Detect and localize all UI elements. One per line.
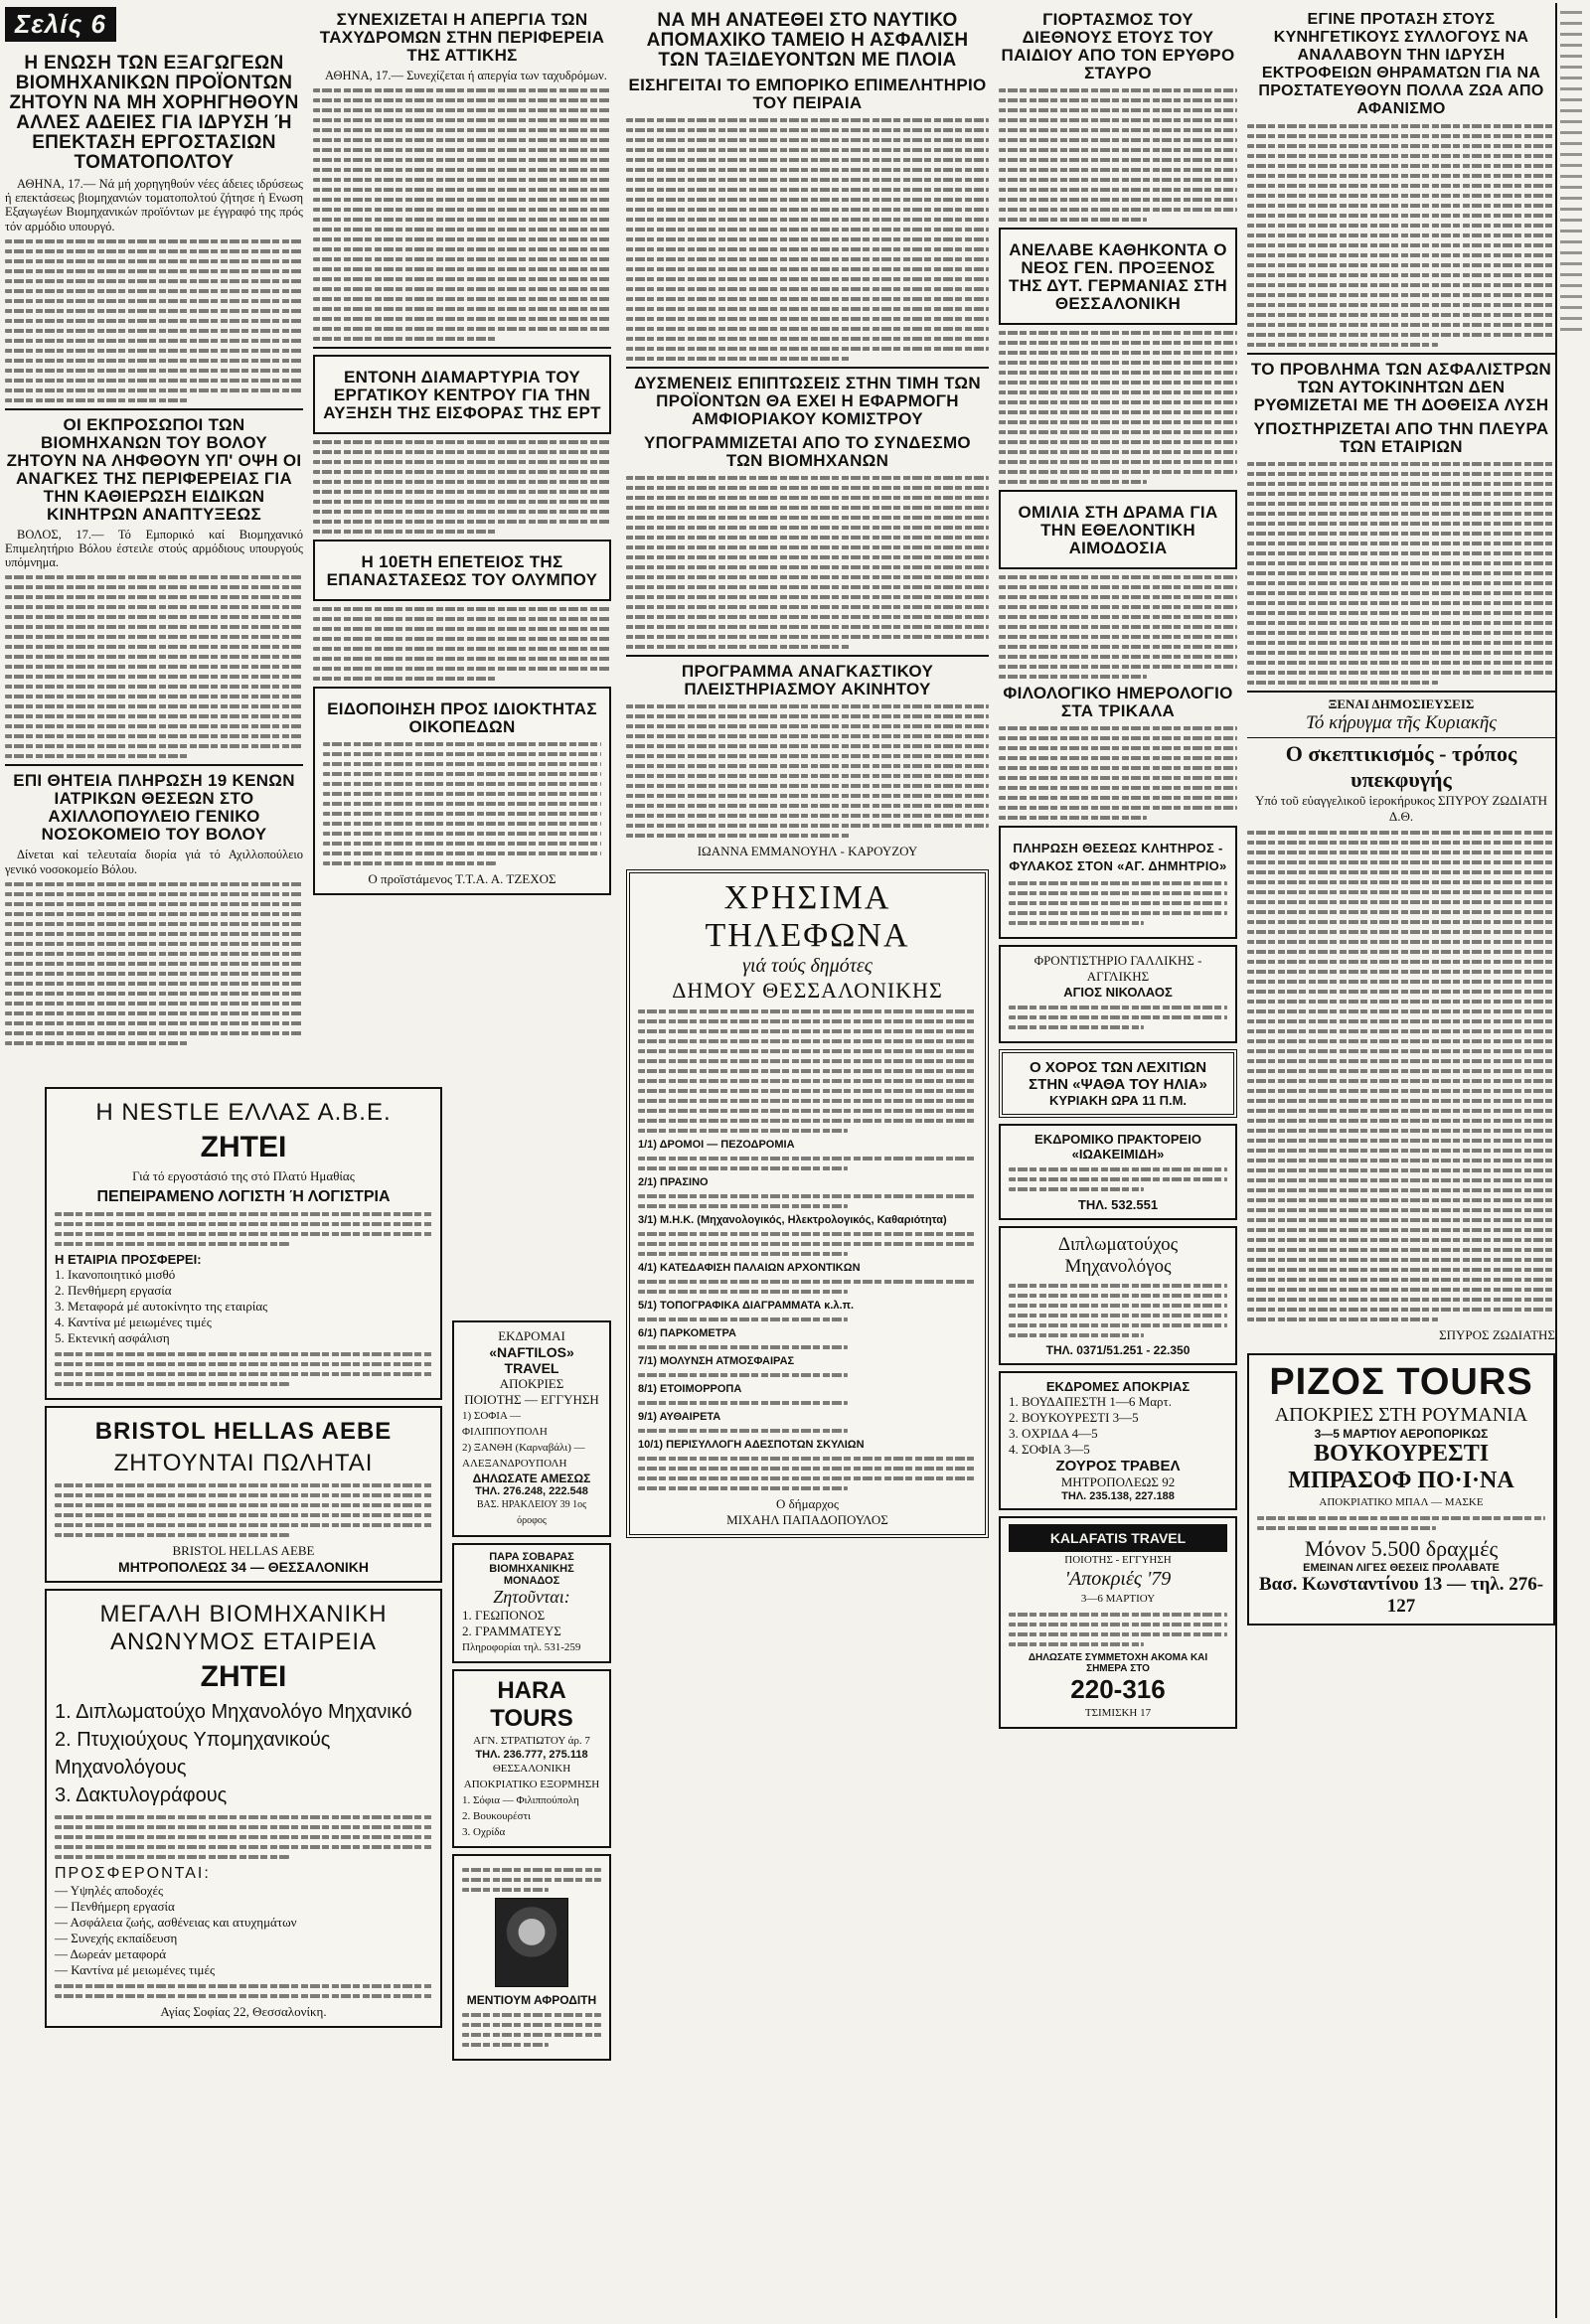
ad-tutor-body [1009, 1006, 1227, 1029]
ad-dance [999, 1049, 1237, 1118]
phones-item-2: 2/1) ΠΡΑΣΙΝΟ [638, 1176, 709, 1188]
phones-item-1: 1/1) ΔΡΟΜΟΙ — ΠΕΖΟΔΡΟΜΙΑ [638, 1139, 795, 1151]
adjacent-page-edge [1555, 3, 1585, 2318]
ad-trips-item-2: 2. ΒΟΥΚΟΥΡΕΣΤΙ 3—5 [1009, 1410, 1139, 1425]
ad-industrial-offer-1: — Υψηλές αποδοχές [55, 1883, 164, 1898]
ad-agency-phone: ΤΗΛ. 532.551 [1077, 1197, 1159, 1212]
divider [313, 347, 611, 349]
ad-trips-agency: ΖΟΥΡΟΣ ΤΡΑΒΕΛ [1055, 1458, 1181, 1474]
phones-org: ΔΗΜΟΥ ΘΕΣΣΑΛΟΝΙΚΗΣ [672, 978, 943, 1003]
phones-item-4: 4/1) ΚΑΤΕΔΑΦΙΣΗ ΠΑΛΑΙΩΝ ΑΡΧΟΝΤΙΚΩΝ [638, 1262, 861, 1274]
article-insurance-subhead: ΥΠΟΣΤΗΡΙΖΕΤΑΙ ΑΠΟ ΤΗΝ ΠΛΕΥΡΑ ΤΩΝ ΕΤΑΙΡΙΩΝ [1253, 419, 1549, 456]
article-volos-lead: ΒΟΛΟΣ, 17.— Τό Εμπορικό καί Βιομηχανικό Επιμελητήριο Βόλου έστειλε στούς αρμόδιους υπουργούς υπόμνημα. [5, 527, 303, 570]
ad-industrial [45, 1589, 442, 2028]
ad-naftilos-item-2: 2) ΞΑΝΘΗ (Καρναβάλι) — ΑΛΕΞΑΝΔΡΟΥΠΟΛΗ [462, 1442, 585, 1470]
article-blood-headline: ΟΜΙΛΙΑ ΣΤΗ ΔΡΑΜΑ ΓΙΑ ΤΗΝ ΕΘΕΛΟΝΤΙΚΗ ΑΙΜΟΔΟΣΙΑ [1018, 503, 1218, 557]
ad-tutor-name: ΑΓΙΟΣ ΝΙΚΟΛΑΟΣ [1063, 985, 1173, 1000]
ad-rizos-route: ΒΟΥΚΟΥΡΕΣΤΙ ΜΠΡΑΣΟΦ ΠΟ·Ι·ΝΑ [1288, 1441, 1514, 1493]
article-hospital-lead: Δίνεται καί τελευταία διορία γιά τό Αχιλλοπούλειο γενικό νοσοκομείο Βόλου. [5, 848, 303, 876]
article-tariff-headline: ΔΥΣΜΕΝΕΙΣ ΕΠΙΠΤΩΣΕΙΣ ΣΤΗΝ ΤΙΜΗ ΤΩΝ ΠΡΟΪΟΝΤΩΝ ΘΑ ΕΧΕΙ Η ΕΦΑΡΜΟΓΗ ΑΜΦΙΟΡΙΑΚΟΥ ΚΟΜΙΣΤΡΟΥ [634, 374, 981, 428]
ad-industrial-body [55, 1815, 432, 1859]
phones-item-10-lines [638, 1457, 977, 1490]
ad-hara-item-1: 1. Σόφια — Φιλιππούπολη [462, 1794, 579, 1806]
ad-naftilos-addr: ΒΑΣ. ΗΡΑΚΛΕΙΟΥ 39 1ος όροφος [476, 1499, 587, 1526]
ad-rizos-seats: ΕΜΕΙΝΑΝ ΛΙΓΕΣ ΘΕΣΕΙΣ ΠΡΟΛΑΒΑΤΕ [1303, 1562, 1500, 1574]
ad-bristol-body [55, 1483, 432, 1537]
ad-naftilos-item-1: 1) ΣΟΦΙΑ — ΦΙΛΙΠΠΟΥΠΟΛΗ [462, 1410, 548, 1438]
newspaper-page [5, 3, 1585, 2318]
article-hospital-headline: ΕΠΙ ΘΗΤΕΙΑ ΠΛΗΡΩΣΗ 19 ΚΕΝΩΝ ΙΑΤΡΙΚΩΝ ΘΕΣΕΩΝ ΣΤΟ ΑΧΙΛΛΟΠΟΥΛΕΙΟ ΓΕΝΙΚΟ ΝΟΣΟΚΟΜΕΙΟ ΤΟΥ ΒΟΛΟΥ [13, 771, 295, 845]
article-tariff-subhead: ΥΠΟΓΡΑΜΜΙΖΕΤΑΙ ΑΠΟ ΤΟ ΣΥΝΔΕΣΜΟ ΤΩΝ ΒΙΟΜΗΧΑΝΩΝ [644, 433, 971, 470]
article-trikala-headline: ΦΙΛΟΛΟΓΙΚΟ ΗΜΕΡΟΛΟΓΙΟ ΣΤΑ ΤΡΙΚΑΛΑ [1003, 684, 1233, 720]
article-postal-body [313, 88, 611, 341]
article-volos-headline: ΟΙ ΕΚΠΡΟΣΩΠΟΙ ΤΩΝ ΒΙΟΜΗΧΑΝΩΝ ΤΟΥ ΒΟΛΟΥ ΖΗΤΟΥΝ ΝΑ ΛΗΦΘΟΥΝ ΥΠ' ΟΨΗ ΟΙ ΑΝΑΓΚΕΣ ΤΗΣ ΠΕΡΙΦΕΡΕΙΑΣ ΓΙΑ ΤΗΝ ΚΑΘΙΕΡΩΣΗ ΕΙΔΙΚΩΝ ΚΙΝΗΤΡΩΝ ΑΝΑΠΤΥΞΕΩΣ [6, 414, 302, 524]
ad-industrial-role-2: 2. Πτυχιούχους Υπομηχανικούς Μηχανολόγους [55, 1729, 331, 1779]
article-olympus-headline: Η 10ΕΤΗ ΕΠΕΤΕΙΟΣ ΤΗΣ ΕΠΑΝΑΣΤΑΣΕΩΣ ΤΟΥ ΟΛΥΜΠΟΥ [326, 552, 598, 590]
ad-rizos-detail: ΑΠΟΚΡΙΑΤΙΚΟ ΜΠΑΛ — ΜΑΣΚΕ [1319, 1496, 1484, 1508]
ad-rizos-addr: Βασ. Κωνσταντίνου 13 — τηλ. 276-127 [1258, 1574, 1544, 1617]
article-volos-body [5, 575, 303, 758]
phones-item-3-lines [638, 1232, 977, 1256]
notice-landowners-sign: Ο προϊστάμενος Τ.Τ.Α. Α. ΤΖΕΧΟΣ [368, 871, 556, 887]
phones-box [626, 869, 989, 1538]
article-hunting-headline: ΕΓΙΝΕ ΠΡΟΤΑΣΗ ΣΤΟΥΣ ΚΥΝΗΓΕΤΙΚΟΥΣ ΣΥΛΛΟΓΟΥΣ ΝΑ ΑΝΑΛΑΒΟΥΝ ΤΗΝ ΙΔΡΥΣΗ ΕΚΤΡΟΦΕΙΩΝ ΘΗΡΑΜΑΤΩΝ ΓΙΑ ΝΑ ΠΡΟΣΤΑΤΕΥΘΟΥΝ ΠΟΛΛΑ ΖΩΑ ΑΠΟ ΑΦΑΝΙΣΜΟ [1258, 11, 1544, 117]
ad-factory-action: Ζητοῦνται: [493, 1587, 570, 1607]
article-blood-box [999, 490, 1237, 569]
phones-item-6-lines [638, 1345, 977, 1349]
ad-naftilos-sub: ΠΟΙΟΤΗΣ — ΕΓΓΥΗΣΗ [464, 1392, 599, 1407]
ad-industrial-company: ΜΕΓΑΛΗ ΒΙΟΜΗΧΑΝΙΚΗ ΑΝΩΝΥΜΟΣ ΕΤΑΙΡΕΙΑ [99, 1601, 388, 1655]
ads-column-2 [452, 1315, 611, 2067]
ad-dance-title: Ο ΧΟΡΟΣ ΤΩΝ ΛΕΧΙΤΙΩΝ ΣΤΗΝ «ΨΑΘΑ ΤΟΥ ΗΛΙΑ» [1029, 1059, 1207, 1093]
phones-item-8-lines [638, 1401, 977, 1405]
article-ert-body [313, 440, 611, 534]
ad-agency-body [1009, 1167, 1227, 1191]
notice-landowners [313, 687, 611, 895]
phones-item-7: 7/1) ΜΟΛΥΝΣΗ ΑΤΜΟΣΦΑΙΡΑΣ [638, 1355, 795, 1367]
ad-kalafatis-addr: ΤΣΙΜΙΣΚΗ 17 [1084, 1707, 1152, 1719]
article-tomato-headline: Η ΕΝΩΣΗ ΤΩΝ ΕΞΑΓΩΓΕΩΝ ΒΙΟΜΗΧΑΝΙΚΩΝ ΠΡΟΪΟΝΤΩΝ ΖΗΤΟΥΝ ΝΑ ΜΗ ΧΟΡΗΓΗΘΟΥΝ ΑΛΛΕΣ ΑΔΕΙΕΣ ΓΙΑ ΙΔΡΥΣΗ Ή ΕΠΕΚΤΑΣΗ ΕΡΓΟΣΤΑΣΙΩΝ ΤΟΜΑΤΟΠΟΛΤΟΥ [9, 53, 299, 173]
portrait-image [495, 1898, 568, 1987]
article-naval-headline: ΝΑ ΜΗ ΑΝΑΤΕΘΕΙ ΣΤΟ ΝΑΥΤΙΚΟ ΑΠΟΜΑΧΙΚΟ ΤΑΜΕΙΟ Η ΑΣΦΑΛΙΣΗ ΤΩΝ ΤΑΞΙΔΕΥΟΝΤΩΝ ΜΕ ΠΛΟΙΑ [646, 10, 969, 71]
ad-factory-kicker: ΠΑΡΑ ΣΟΒΑΡΑΣ ΒΙΟΜΗΧΑΝΙΚΗΣ ΜΟΝΑΔΟΣ [489, 1551, 574, 1587]
column-1 [5, 3, 303, 1051]
ad-kalafatis-phone: 220-316 [1070, 1674, 1166, 1704]
phones-intro [638, 1009, 977, 1133]
ad-kalafatis-event: 'Αποκριές '79 [1064, 1568, 1172, 1590]
ad-bristol-action: ΖΗΤΟΥΝΤΑΙ ΠΩΛΗΤΑΙ [113, 1450, 374, 1476]
ad-trips-title: ΕΚΔΡΟΜΕΣ ΑΠΟΚΡΙΑΣ [1045, 1379, 1191, 1394]
ad-industrial-action: ΖΗΤΕΙ [200, 1660, 287, 1693]
notice-guard-headline: ΠΛΗΡΩΣΗ ΘΕΣΕΩΣ ΚΛΗΤΗΡΟΣ - ΦΥΛΑΚΟΣ ΣΤΟΝ «ΑΓ. ΔΗΜΗΤΡΙΟ» [1009, 841, 1227, 873]
ad-agency [999, 1124, 1237, 1220]
ad-nestle-offer-4: 4. Καντίνα μέ μειωμένες τιμές [55, 1315, 212, 1329]
ad-kalafatis-sub: ΠΟΙΟΤΗΣ - ΕΓΓΥΗΣΗ [1064, 1554, 1172, 1566]
divider [5, 408, 303, 410]
article-postal-headline: ΣΥΝΕΧΙΖΕΤΑΙ Η ΑΠΕΡΓΙΑ ΤΩΝ ΤΑΧΥΔΡΟΜΩΝ ΣΤΗΝ ΠΕΡΙΦΕΡΕΙΑ ΤΗΣ ΑΤΤΙΚΗΣ [319, 10, 605, 65]
ad-nestle-offers-title: Η ΕΤΑΙΡΙΑ ΠΡΟΣΦΕΡΕΙ: [55, 1252, 202, 1267]
ad-rizos-body [1257, 1516, 1545, 1530]
ad-industrial-offer-5: — Δωρεάν μεταφορά [55, 1946, 167, 1961]
ad-nestle-body [55, 1212, 432, 1246]
ad-naftilos [452, 1320, 611, 1537]
ad-nestle-footer [55, 1352, 432, 1386]
phones-title: ΧΡΗΣΙΜΑ ΤΗΛΕΦΩΝΑ [705, 879, 910, 954]
ad-nestle-offer-2: 2. Πενθήμερη εργασία [55, 1283, 172, 1298]
divider [1247, 691, 1555, 693]
ad-agency-title: ΕΚΔΡΟΜΙΚΟ ΠΡΑΚΤΟΡΕΙΟ «ΙΩΑΚΕΙΜΙΔΗ» [1034, 1132, 1201, 1162]
ad-industrial-offer-4: — Συνεχής εκπαίδευση [55, 1931, 178, 1945]
divider [626, 367, 989, 369]
ad-mentioum-body [462, 1868, 601, 1892]
phones-item-8: 8/1) ΕΤΟΙΜΟΡΡΟΠΑ [638, 1383, 742, 1395]
article-auction-headline: ΠΡΟΓΡΑΜΜΑ ΑΝΑΓΚΑΣΤΙΚΟΥ ΠΛΕΙΣΤΗΡΙΑΣΜΟΥ ΑΚΙΝΗΤΟΥ [681, 662, 934, 698]
phones-sign: ΜΙΧΑΗΛ ΠΑΠΑΔΟΠΟΥΛΟΣ [726, 1512, 888, 1527]
article-redcross-headline: ΓΙΟΡΤΑΣΜΟΣ ΤΟΥ ΔΙΕΘΝΟΥΣ ΕΤΟΥΣ ΤΟΥ ΠΑΙΔΙΟΥ ΑΠΟ ΤΟΝ ΕΡΥΘΡΟ ΣΤΑΥΡΟ [1001, 10, 1235, 82]
article-naval-body [626, 118, 989, 361]
ad-naftilos-phone: ΤΗΛ. 276.248, 222.548 [475, 1485, 588, 1497]
phones-item-9: 9/1) ΑΥΘΑΙΡΕΤΑ [638, 1411, 721, 1423]
article-hunting-body [1247, 124, 1555, 347]
ad-trips-addr: ΜΗΤΡΟΠΟΛΕΩΣ 92 [1060, 1474, 1176, 1489]
phones-item-2-lines [638, 1194, 977, 1208]
article-trikala-body [999, 726, 1237, 820]
ad-dance-when: ΚΥΡΙΑΚΗ ΩΡΑ 11 Π.Μ. [1048, 1093, 1188, 1108]
ad-industrial-offer-3: — Ασφάλεια ζωής, ασθένειας και ατυχημάτων [55, 1915, 297, 1930]
ad-hara-name: HARA TOURS [490, 1677, 573, 1732]
column-2 [313, 3, 611, 901]
sermon-title: Ο σκεπτικισμός - τρόπος υπεκφυγής [1285, 741, 1517, 792]
article-auction-body [626, 704, 989, 838]
article-hospital-body [5, 882, 303, 1045]
section-logo: Σελίς 6 [5, 7, 116, 42]
ad-hara-city: ΘΕΣΣΑΛΟΝΙΚΗ [492, 1763, 571, 1775]
article-redcross-body [999, 88, 1237, 222]
phones-item-3: 3/1) Μ.Η.Κ. (Μηχανολογικός, Ηλεκτρολογικός, Καθαριότητα) [638, 1214, 947, 1226]
ad-tutor [999, 945, 1237, 1043]
phones-item-7-lines [638, 1373, 977, 1377]
ad-bristol-company: BRISTOL HELLAS AEBE [94, 1418, 393, 1445]
article-postal-lead: ΑΘΗΝΑ, 17.— Συνεχίζεται ή απεργία των ταχυδρόμων. [325, 69, 607, 82]
ad-factory-item-1: 1. ΓΕΩΠΟΝΟΣ [462, 1608, 546, 1623]
phones-item-5-lines [638, 1317, 977, 1321]
ad-factory-item-2: 2. ΓΡΑΜΜΑΤΕΥΣ [462, 1624, 561, 1638]
divider [5, 764, 303, 766]
ad-trips [999, 1371, 1237, 1510]
phones-item-6: 6/1) ΠΑΡΚΟΜΕΤΡΑ [638, 1327, 736, 1339]
ad-nestle-for: Γιά τό εργοστάσιό της στό Πλατύ Ημαθίας [132, 1168, 355, 1183]
ad-hara-addr: ΑΓΝ. ΣΤΡΑΤΙΩΤΟΥ άρ. 7 [473, 1735, 590, 1747]
notice-guard-body [1009, 881, 1227, 925]
column-3 [626, 3, 989, 1544]
ad-industrial-role-3: 3. Δακτυλογράφους [55, 1784, 228, 1806]
phones-item-1-lines [638, 1157, 977, 1170]
article-consul-body [999, 331, 1237, 484]
ad-kalafatis-book: ΔΗΛΩΣΑΤΕ ΣΥΜΜΕΤΟΧΗ ΑΚΟΜΑ ΚΑΙ ΣΗΜΕΡΑ ΣΤΟ [1028, 1652, 1208, 1674]
ad-trips-item-1: 1. ΒΟΥΔΑΠΕΣΤΗ 1—6 Μαρτ. [1009, 1394, 1172, 1409]
ad-naftilos-event: ΑΠΟΚΡΙΕΣ [499, 1376, 564, 1391]
ad-nestle [45, 1087, 442, 1400]
ad-rizos-sub: ΑΠΟΚΡΙΕΣ ΣΤΗ ΡΟΥΜΑΝΙΑ [1274, 1404, 1528, 1426]
ad-naftilos-kicker: ΕΚΔΡΟΜΑΙ [498, 1328, 565, 1343]
ad-industrial-offer-6: — Καντίνα μέ μειωμένες τιμές [55, 1962, 216, 1977]
series-title: Τό κήρυγμα τῆς Κυριακῆς [1306, 712, 1497, 733]
ad-mentioum-footer [462, 2013, 601, 2047]
phones-item-9-lines [638, 1429, 977, 1433]
ad-naftilos-book: ΔΗΛΩΣΑΤΕ ΑΜΕΣΩΣ [472, 1472, 591, 1485]
sermon-author: Υπό τοῦ εὐαγγελικοῦ ἱεροκήρυκος ΣΠΥΡΟΥ ΖΩΔΙΑΤΗ Δ.Θ. [1254, 793, 1548, 824]
ad-industrial-offers-title: ΠΡΟΣΦΕΡΟΝΤΑΙ: [55, 1865, 211, 1882]
article-ert-headline: ΕΝΤΟΝΗ ΔΙΑΜΑΡΤΥΡΙΑ ΤΟΥ ΕΡΓΑΤΙΚΟΥ ΚΕΝΤΡΟΥ ΓΙΑ ΤΗΝ ΑΥΞΗΣΗ ΤΗΣ ΕΙΣΦΟΡΑΣ ΤΗΣ ΕΡΤ [323, 368, 601, 423]
article-ert-box [313, 355, 611, 434]
article-tomato-body [5, 239, 303, 402]
ads-column-1 [45, 1081, 442, 2034]
ad-hara-phone: ΤΗΛ. 236.777, 275.118 [475, 1749, 588, 1761]
ad-tutor-title: ΦΡΟΝΤΙΣΤΗΡΙΟ ΓΑΛΛΙΚΗΣ - ΑΓΓΛΙΚΗΣ [1034, 953, 1202, 984]
ad-kalafatis [999, 1516, 1237, 1729]
ad-nestle-offer-1: 1. Ικανοποιητικό μισθό [55, 1267, 176, 1282]
ad-kalafatis-title: KALAFATIS TRAVEL [1009, 1524, 1227, 1552]
article-tariff-body [626, 476, 989, 649]
ad-trips-item-4: 4. ΣΟΦΙΑ 3—5 [1009, 1442, 1090, 1457]
series-kicker: ΞΕΝΑΙ ΔΗΜΟΣΙΕΥΣΕΙΣ [1328, 697, 1475, 711]
article-olympus-box [313, 540, 611, 601]
phones-item-10: 10/1) ΠΕΡΙΣΥΛΛΟΓΗ ΑΔΕΣΠΟΤΩΝ ΣΚΥΛΙΩΝ [638, 1439, 865, 1451]
ad-engineer-body [1009, 1284, 1227, 1337]
ad-trips-item-3: 3. ΟΧΡΙΔΑ 4—5 [1009, 1426, 1098, 1441]
ad-bristol-sign: BRISTOL HELLAS AEBE [172, 1543, 315, 1558]
ad-nestle-action: ΖΗΤΕΙ [200, 1131, 287, 1163]
article-blood-body [999, 575, 1237, 679]
ad-hara-item-2: 2. Βουκουρέστι [462, 1810, 531, 1822]
sermon-sign: ΣΠΥΡΟΣ ΖΩΔΙΑΤΗΣ [1439, 1327, 1555, 1342]
divider [1247, 353, 1555, 355]
notice-guard [999, 826, 1237, 939]
article-auction-sign: ΙΩΑΝΝΑ ΕΜΜΑΝΟΥΗΛ - ΚΑΡΟΥΖΟΥ [697, 844, 918, 858]
article-insurance-headline: ΤΟ ΠΡΟΒΛΗΜΑ ΤΩΝ ΑΣΦΑΛΙΣΤΡΩΝ ΤΩΝ ΑΥΤΟΚΙΝΗΤΩΝ ΔΕΝ ΡΥΘΜΙΖΕΤΑΙ ΜΕ ΤΗ ΔΟΘΕΙΣΑ ΛΥΣΗ [1250, 360, 1552, 414]
article-tomato-lead: ΑΘΗΝΑ, 17.— Νά μή χορηγηθούν νέες άδειες ιδρύσεως ή επεκτάσεως βιομηχανιών τοματοπολτού ζήτησε ή Ενωση Εξαγωγέων Βιομηχανικών προϊόντων με έγγραφό της πρός τόν αρμόδιο υπουργό. [5, 177, 303, 233]
ad-factory [452, 1543, 611, 1663]
ad-engineer [999, 1226, 1237, 1365]
ad-factory-phone: Πληροφορίαι τηλ. 531-259 [462, 1641, 581, 1653]
ad-rizos-price: Μόνον 5.500 δραχμές [1304, 1536, 1499, 1561]
article-naval-subhead: ΕΙΣΗΓΕΙΤΑΙ ΤΟ ΕΜΠΟΡΙΚΟ ΕΠΙΜΕΛΗΤΗΡΙΟ ΤΟΥ ΠΕΙΡΑΙΑ [628, 76, 987, 112]
ad-kalafatis-dates: 3—6 ΜΑΡΤΙΟΥ [1080, 1593, 1156, 1605]
ad-nestle-role: ΠΕΠΕΙΡΑΜΕΝΟ ΛΟΓΙΣΤΗ Ή ΛΟΓΙΣΤΡΙΑ [96, 1188, 391, 1205]
sermon-body [1247, 831, 1555, 1321]
ad-hara-item-3: 3. Οχρίδα [462, 1826, 506, 1838]
ad-engineer-title: Διπλωματούχος Μηχανολόγος [1057, 1234, 1179, 1277]
ad-mentioum-name: ΜΕΝΤΙΟΥΜ ΑΦΡΟΔΙΤΗ [466, 1993, 597, 2007]
ad-bristol [45, 1406, 442, 1583]
ad-hara [452, 1669, 611, 1848]
ad-hara-event: ΑΠΟΚΡΙΑΤΙΚΟ ΕΞΟΡΜΗΣΗ [463, 1779, 600, 1790]
phones-sign-role: Ο δήμαρχος [776, 1496, 839, 1511]
phones-item-4-lines [638, 1280, 977, 1294]
notice-landowners-body [323, 742, 601, 865]
ad-engineer-phone: ΤΗΛ. 0371/51.251 - 22.350 [1045, 1343, 1191, 1357]
column-4 [999, 3, 1237, 1735]
phones-subtitle: γιά τούς δημότες [742, 955, 873, 977]
ad-rizos [1247, 1353, 1555, 1626]
column-5 [1247, 3, 1555, 1631]
article-consul-headline: ΑΝΕΛΑΒΕ ΚΑΘΗΚΟΝΤΑ Ο ΝΕΟΣ ΓΕΝ. ΠΡΟΞΕΝΟΣ ΤΗΣ ΔΥΤ. ΓΕΡΜΑΝΙΑΣ ΣΤΗ ΘΕΣΣΑΛΟΝΙΚΗ [1009, 240, 1227, 313]
article-consul-box [999, 228, 1237, 325]
ad-bristol-addr: ΜΗΤΡΟΠΟΛΕΩΣ 34 — ΘΕΣΣΑΛΟΝΙΚΗ [118, 1559, 369, 1575]
ad-mentioum [452, 1854, 611, 2061]
ad-industrial-footer [55, 1984, 432, 1998]
article-olympus-body [313, 607, 611, 681]
ad-industrial-offer-2: — Πενθήμερη εργασία [55, 1899, 175, 1914]
article-insurance-body [1247, 462, 1555, 685]
ad-rizos-name: ΡΙΖΟΣ TOURS [1269, 1361, 1533, 1403]
ad-nestle-offer-5: 5. Εκτενική ασφάλιση [55, 1330, 170, 1345]
ad-rizos-dates: 3—5 ΜΑΡΤΙΟΥ ΑΕΡΟΠΟΡΙΚΩΣ [1314, 1427, 1489, 1441]
divider [1247, 737, 1555, 738]
divider [626, 655, 989, 657]
ad-naftilos-name: «NAFTILOS» TRAVEL [489, 1344, 574, 1376]
ad-kalafatis-body [1009, 1613, 1227, 1646]
ad-nestle-company: Η NESTLE ΕΛΛΑΣ Α.Β.Ε. [95, 1099, 392, 1126]
ad-industrial-role-1: 1. Διπλωματούχο Μηχανολόγο Μηχανικό [55, 1701, 412, 1723]
ad-nestle-offer-3: 3. Μεταφορά μέ αυτοκίνητο της εταιρίας [55, 1299, 268, 1314]
notice-landowners-headline: ΕΙΔΟΠΟΙΗΣΗ ΠΡΟΣ ΙΔΙΟΚΤΗΤΑΣ ΟΙΚΟΠΕΔΩΝ [327, 699, 597, 737]
phones-item-5: 5/1) ΤΟΠΟΓΡΑΦΙΚΑ ΔΙΑΓΡΑΜΜΑΤΑ κ.λ.π. [638, 1300, 855, 1312]
ad-trips-phone: ΤΗΛ. 235.138, 227.188 [1061, 1490, 1175, 1502]
ad-industrial-addr: Αγίας Σοφίας 22, Θεσσαλονίκη. [160, 2004, 327, 2019]
